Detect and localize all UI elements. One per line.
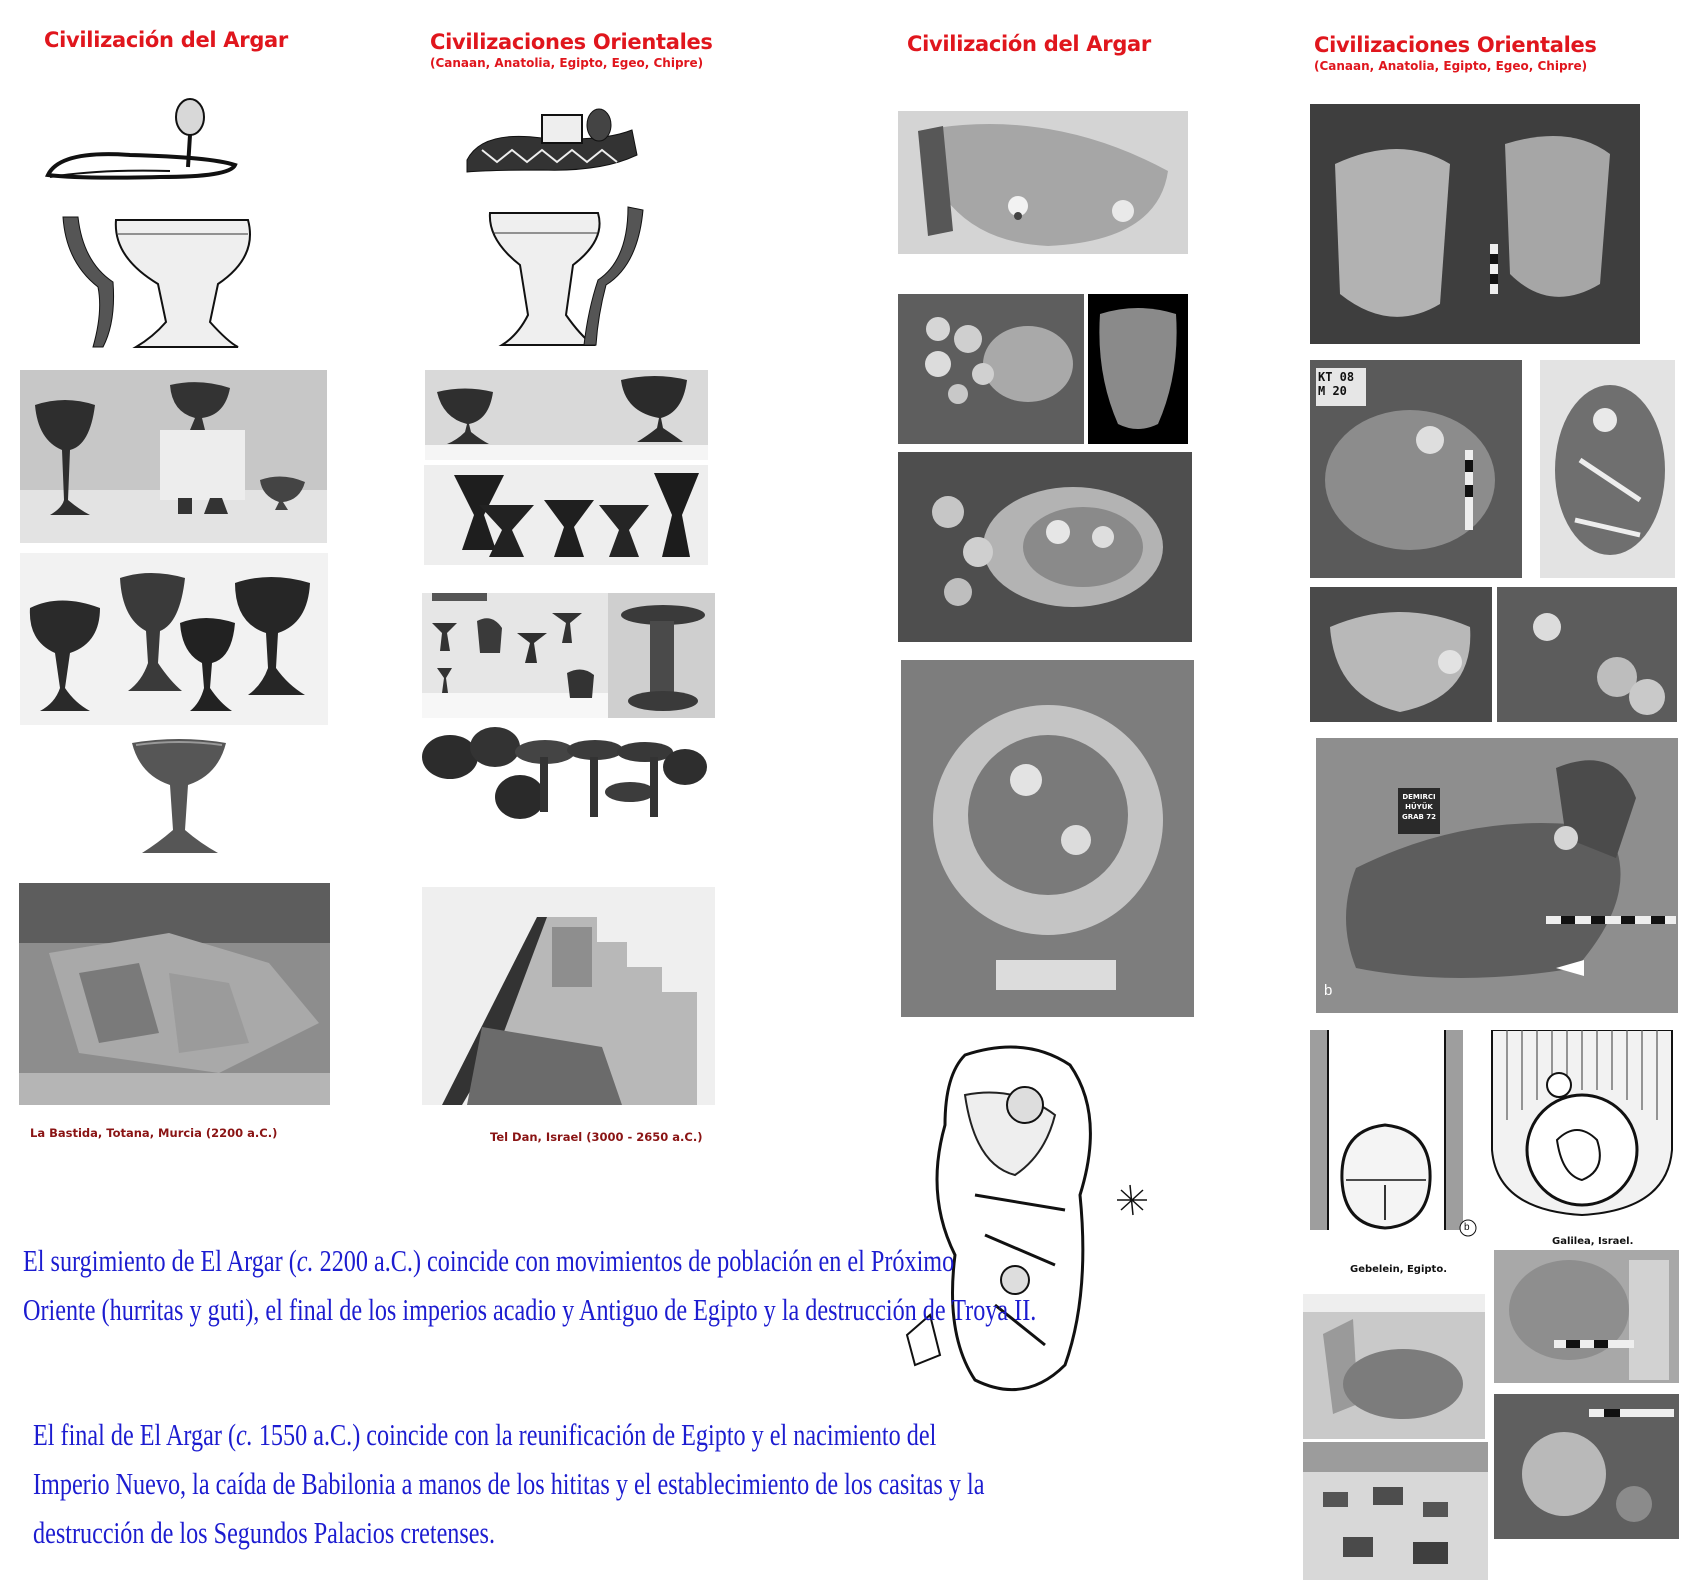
m20-label: M 20 [1318, 384, 1347, 398]
oriental-goblets-photo [424, 465, 708, 565]
argar-chalice-drawing [58, 212, 258, 352]
caption-la-bastida: La Bastida, Totana, Murcia (2200 a.C.) [30, 1126, 278, 1140]
oriental-jar-burials-photo [1310, 104, 1640, 344]
oriental-chalice-drawing [488, 205, 658, 350]
oriental-skeleton-pit-photo [1540, 360, 1675, 578]
gebelein-figure-letter: b [1464, 1222, 1470, 1233]
caption-galilea: Galilea, Israel. [1552, 1236, 1634, 1247]
oriental-museum-display-photo [422, 593, 610, 718]
oriental-tall-stand-photo [608, 593, 715, 718]
demirci-figure-letter: b [1324, 982, 1333, 999]
argar-bracelet-drawing [40, 95, 240, 185]
caption-tel-dan: Tel Dan, Israel (3000 - 2650 a.C.) [490, 1130, 703, 1144]
oriental-cups-museum-photo [425, 370, 708, 460]
argar-cist-burial-photo [898, 452, 1192, 642]
oriental-bracelet-drawing [462, 100, 642, 190]
column-2-title: Civilizaciones Orientales [430, 30, 713, 54]
argar-jar-burial-photo [898, 111, 1188, 254]
paragraph-final: El final de El Argar (c. 1550 a.C.) coincide con la reunificación de Egipto y el nacimiento del Imperio Nuevo, la caída de Babilonia a manos de los hititas y el establecimiento de los casitas y la destrucción de los Segundos Palacios cretenses. [33, 1417, 985, 1550]
kt08-label: KT 08 [1318, 370, 1355, 384]
tel-dan-gate-photo [422, 887, 715, 1105]
argar-burial-plan-drawing [905, 1035, 1155, 1415]
argar-single-cup-photo [130, 735, 228, 860]
oriental-excavation-pit-photo [1303, 1294, 1485, 1439]
oriental-cemetery-field-photo [1303, 1442, 1488, 1580]
column-1-title: Civilización del Argar [44, 28, 288, 52]
oriental-pithos-burial-photo [1310, 587, 1492, 722]
column-3-title: Civilización del Argar [907, 32, 1151, 56]
argar-ring-burial-photo [901, 660, 1194, 1017]
la-bastida-aerial-photo [19, 883, 330, 1105]
oriental-jar-stones-photo [1494, 1394, 1679, 1539]
argar-urn-photo [1088, 294, 1188, 444]
demirci-huyuk-grave-photo [1316, 738, 1678, 1013]
demirci-label-3: GRAB 72 [1401, 813, 1437, 821]
gebelein-burial-drawing [1310, 1030, 1480, 1240]
demirci-label-1: DEMIRCI [1402, 793, 1436, 801]
argar-stones-jar-photo [898, 294, 1084, 444]
caption-gebelein: Gebelein, Egipto. [1350, 1264, 1447, 1275]
column-2-subtitle: (Canaan, Anatolia, Egipto, Egeo, Chipre) [430, 56, 704, 70]
column-4-title: Civilizaciones Orientales [1314, 33, 1597, 57]
argar-cups-museum-photo [20, 370, 327, 543]
column-4-subtitle: (Canaan, Anatolia, Egipto, Egeo, Chipre) [1314, 59, 1588, 73]
argar-four-cups-photo [20, 553, 328, 725]
galilea-burial-drawing [1487, 1030, 1677, 1220]
demirci-label-2: HÜYÜK [1405, 803, 1433, 811]
paragraph-surgimiento: El surgimiento de El Argar (c. 2200 a.C.) coincide con movimientos de población en el Próximo Oriente (hurritas y guti), el final de los imperios acadio y Antiguo de Egipto y la destrucción de Troya II. [23, 1243, 1037, 1327]
oriental-rubble-burial-photo [1497, 587, 1677, 722]
oriental-fruitstands-photo [420, 722, 710, 832]
oriental-jar-slab-photo [1494, 1250, 1679, 1383]
